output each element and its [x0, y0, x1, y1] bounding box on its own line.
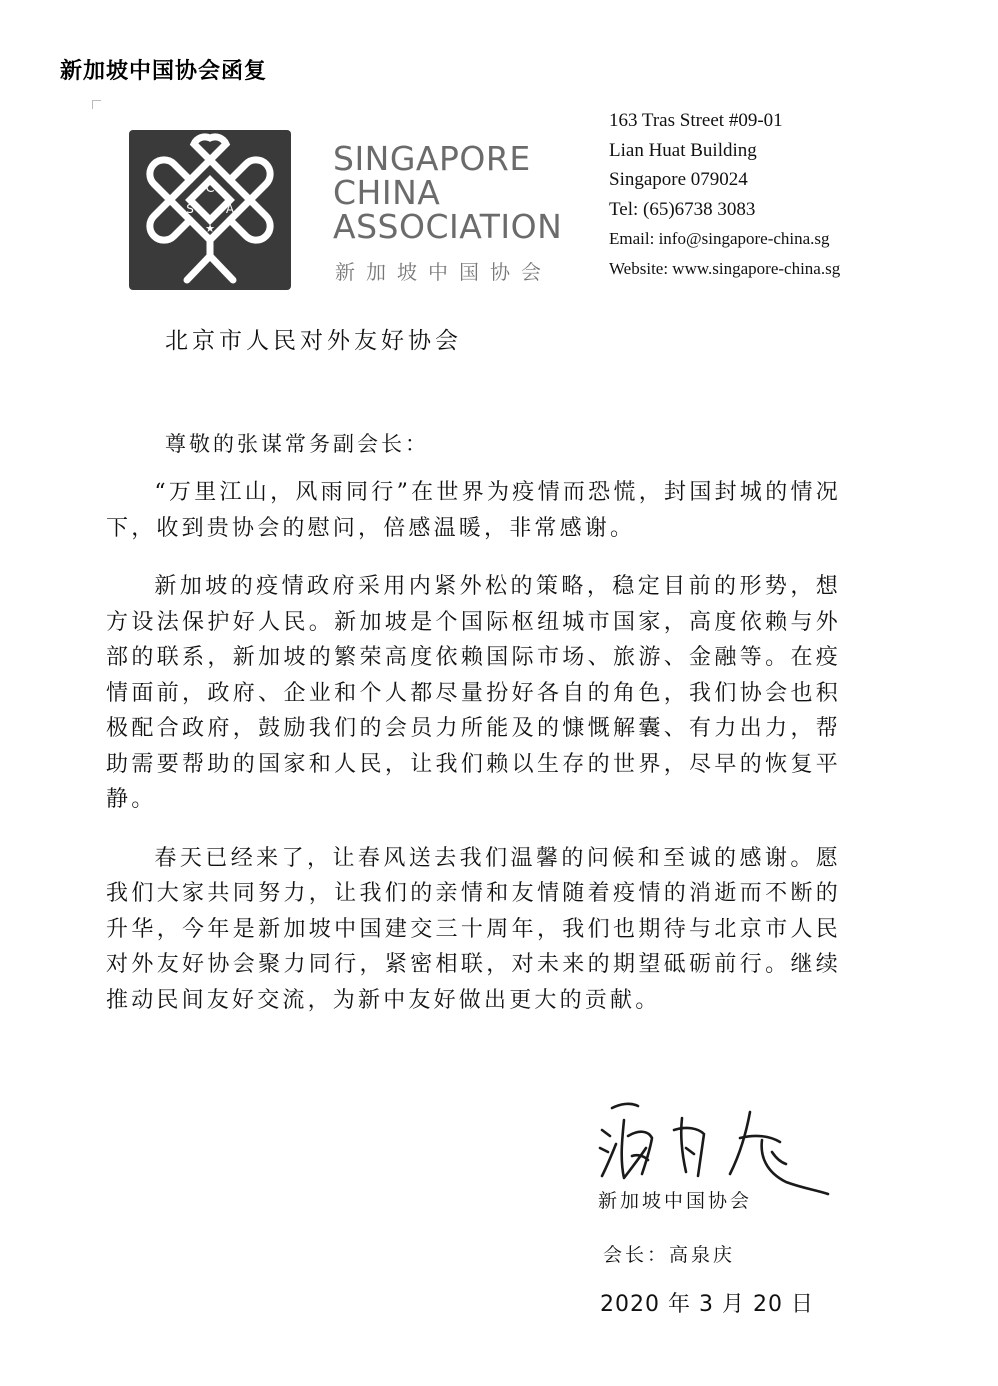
association-logo: [129, 130, 291, 290]
signatory-organization: 新加坡中国协会: [598, 1190, 753, 1212]
signatory-title: 会长：高泉庆: [603, 1244, 736, 1266]
page-caption: 新加坡中国协会函复: [60, 59, 268, 84]
logo-letter-c: C: [205, 181, 215, 196]
email-line: Email: info@singapore-china.sg: [609, 229, 830, 248]
letter-salutation: 尊敬的张谋常务副会长：: [165, 432, 429, 456]
logo-star-icon: ★: [205, 222, 215, 235]
org-name-line: SINGAPORE: [333, 139, 531, 178]
org-name-line: ASSOCIATION: [333, 207, 563, 246]
address-line: Lian Huat Building: [609, 139, 757, 161]
logo-letter-s: S: [186, 202, 194, 216]
address-line: Singapore 079024: [609, 169, 748, 190]
contact-address: [609, 106, 840, 283]
handwritten-signature: [590, 1090, 840, 1200]
address-line: 163 Tras Street #09-01: [609, 110, 783, 131]
letter-body: [106, 475, 841, 1041]
letter-paragraph: 新加坡的疫情政府采用内紧外松的策略，稳定目前的形势，想方设法保护好人民。新加坡是个国际枢纽城市国家，高度依赖与外部的联系，新加坡的繁荣高度依赖国际市场、旅游、金融等。在疫情面前，政府、企业和个人都尽量扮好各自的角色，我们协会也积极配合政府，鼓励我们的会员力所能及的慷慨解囊、有力出力，帮助需要帮助的国家和人民，让我们赖以生存的世界，尽早的恢复平静。: [106, 574, 841, 812]
scan-mark: [92, 100, 101, 109]
letter-paragraph: “万里江山，风雨同行”在世界为疫情而恐慌，封国封城的情况下，收到贵协会的慰问，倍感温暖，非常感谢。: [106, 480, 841, 541]
telephone-line: Tel: (65)6738 3083: [609, 198, 756, 220]
letter-date: 2020 年 3 月 20 日: [600, 1292, 814, 1317]
letter-recipient: 北京市人民对外友好协会: [165, 328, 462, 354]
knot-emblem-icon: [129, 130, 291, 290]
organization-name-chinese: 新加坡中国协会: [335, 260, 552, 284]
org-name-line: CHINA: [333, 173, 441, 212]
letter-paragraph: 春天已经来了，让春风送去我们温馨的问候和至诚的感谢。愿我们大家共同努力，让我们的亲情和友情随着疫情的消逝而不断的升华，今年是新加坡中国建交三十周年，我们也期待与北京市人民对外友好协会聚力同行，紧密相联，对未来的期望砥砺前行。继续推动民间友好交流，为新中友好做出更大的贡献。: [106, 845, 841, 1013]
organization-name: [333, 139, 563, 246]
website-line: Website: www.singapore-china.sg: [609, 258, 841, 278]
logo-letter-a: A: [225, 202, 235, 216]
